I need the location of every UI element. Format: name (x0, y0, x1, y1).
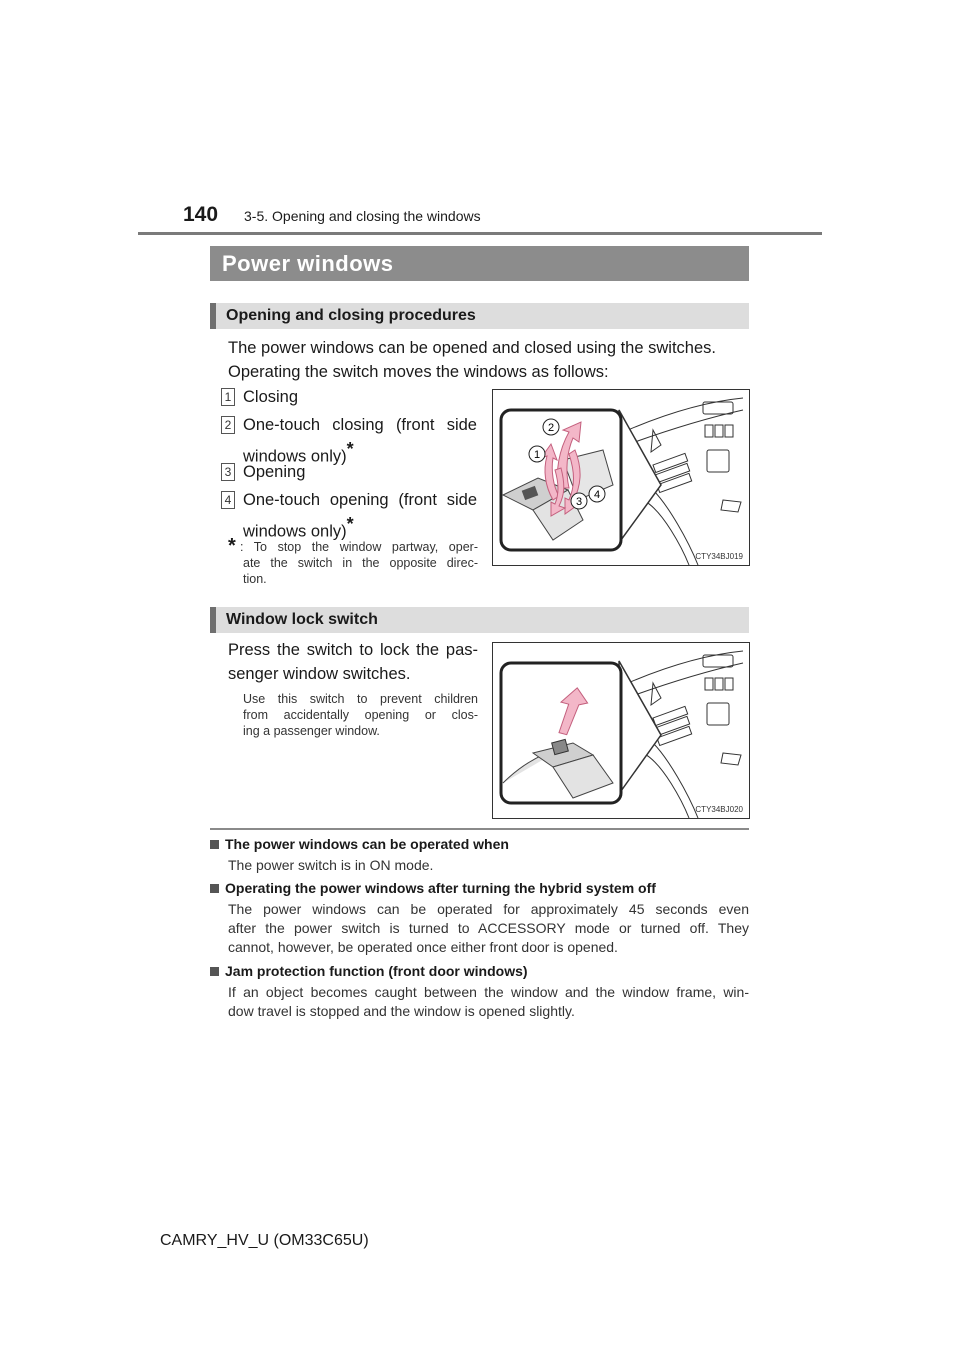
note-2-heading (210, 880, 656, 896)
note-3-line-2: dow travel is stopped and the window is opened slightly. (228, 1003, 575, 1019)
callout-2: 2 (547, 422, 555, 434)
note-2-bullet (210, 884, 219, 893)
note-1-heading-text: The power windows can be operated when (225, 836, 509, 852)
window-switch-illustration (493, 390, 749, 565)
callout-4: 4 (593, 489, 601, 501)
note-1-heading (210, 836, 509, 852)
lock-section-heading: Window lock switch (226, 611, 378, 628)
lock-text-line-1: Press the switch to lock the pas- (228, 641, 478, 659)
window-switch-figure (492, 389, 750, 566)
note-1-bullet (210, 840, 219, 849)
asterisk-mark-4: * (346, 514, 354, 534)
section-label: 3-5. Opening and closing the windows (244, 208, 481, 224)
callout-1: 1 (533, 449, 541, 461)
item-1-text: Closing (243, 388, 299, 406)
note-2-line-2: after the power switch is turned to ACCESSORY mode or turned off. They (228, 920, 749, 936)
note-2-heading-text: Operating the power windows after turning the hybrid system off (225, 880, 656, 896)
lock-note-line-1: Use this switch to prevent children (243, 692, 478, 706)
footnote-line-1: : To stop the window partway, oper- (240, 540, 478, 554)
page-title: Power windows (222, 251, 394, 276)
page-title-bar (210, 246, 749, 281)
footnote-line-3: tion. (243, 572, 267, 586)
asterisk-mark-2: * (346, 439, 354, 459)
item-number-2: 2 (221, 416, 235, 434)
item-number-1: 1 (221, 388, 235, 406)
footnote-line-2: ate the switch in the opposite direc- (243, 556, 478, 570)
figure-1-code: CTY34BJ019 (695, 552, 743, 561)
lock-text-line-2: senger window switches. (228, 665, 411, 683)
note-2-line-1: The power windows can be operated for approximately 45 seconds even (228, 901, 749, 917)
figure-2-code: CTY34BJ020 (695, 805, 743, 814)
lock-section-heading-bar (210, 607, 749, 633)
opening-section-heading-bar (210, 303, 749, 329)
manual-footer-code: CAMRY_HV_U (OM33C65U) (160, 1232, 369, 1249)
item-4-line-2-text: windows only) (243, 522, 347, 541)
window-lock-figure (492, 642, 750, 819)
callout-3: 3 (575, 496, 583, 508)
note-3-heading-text: Jam protection function (front door windows) (225, 963, 528, 979)
item-number-4: 4 (221, 491, 235, 509)
note-3-heading (210, 963, 528, 979)
note-1-line-1: The power switch is in ON mode. (228, 857, 434, 873)
note-2-line-3: cannot, however, be operated once either front door is opened. (228, 939, 618, 955)
intro-line-2: Operating the switch moves the windows as follows: (228, 363, 609, 381)
page-number: 140 (183, 203, 219, 226)
item-2-line-2-text: windows only) (243, 447, 347, 466)
intro-line-1: The power windows can be opened and closed using the switches. (228, 339, 716, 357)
item-number-3: 3 (221, 463, 235, 481)
item-3-text: Opening (243, 463, 306, 481)
note-3-line-1: If an object becomes caught between the window and the window frame, win- (228, 984, 749, 1000)
lock-note-line-3: ing a passenger window. (243, 724, 380, 738)
item-4-line-1: One-touch opening (front side (243, 491, 477, 509)
header-rule (138, 232, 822, 235)
notes-divider (210, 828, 749, 830)
item-2-line-1: One-touch closing (front side (243, 416, 477, 434)
opening-section-heading: Opening and closing procedures (226, 307, 476, 324)
footnote-asterisk: * (228, 535, 236, 557)
window-lock-illustration (493, 643, 749, 818)
note-3-bullet (210, 967, 219, 976)
lock-note-line-2: from accidentally opening or clos- (243, 708, 478, 722)
